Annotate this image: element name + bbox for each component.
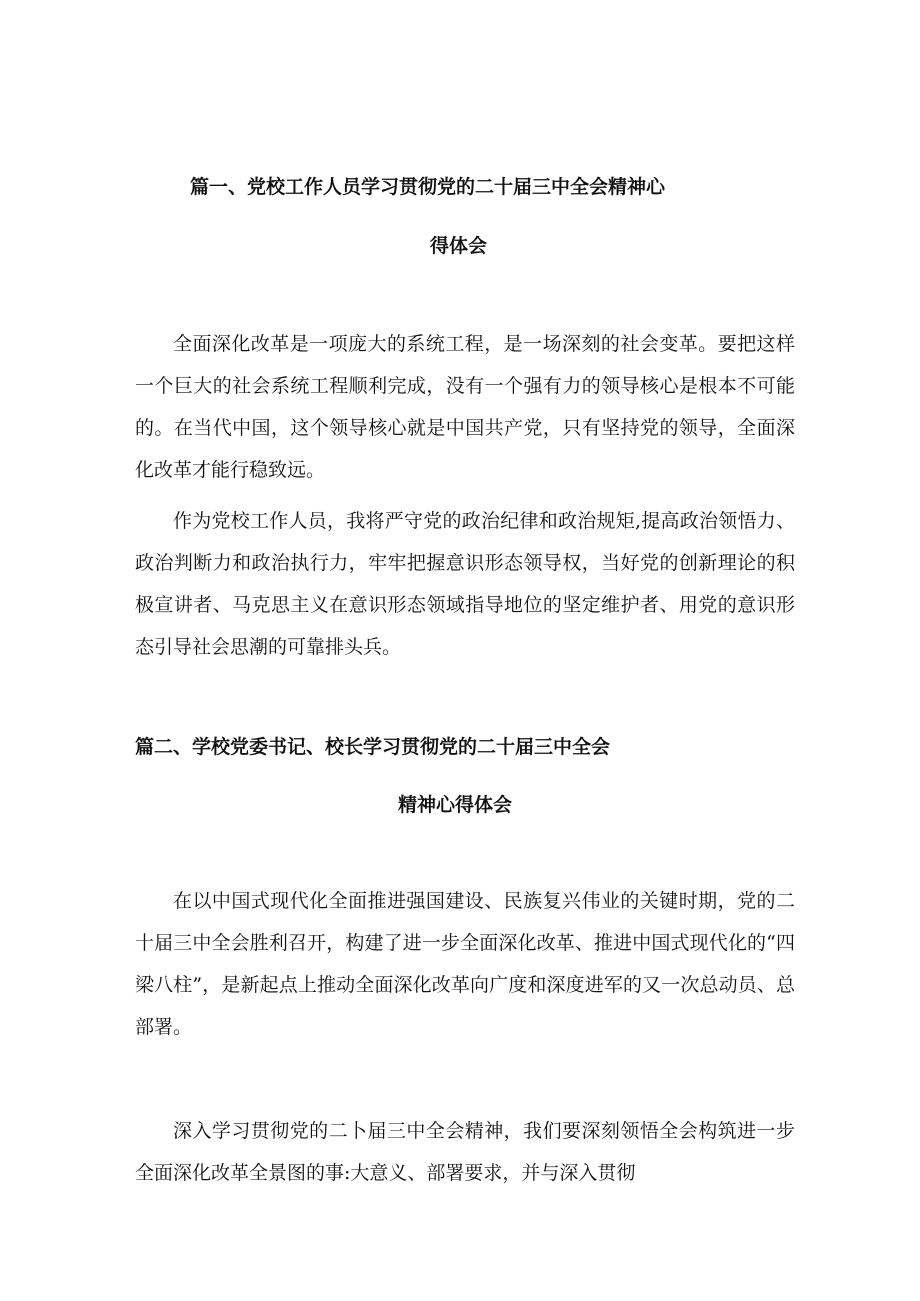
section1-paragraph-2: 作为党校工作人员，我将严守党的政治纪律和政治规矩,提高政治领悟力、政治判断力和政治执行力，牢牢把握意识形态领导权，当好党的创新理论的积极宣讲者、马克思主义在意识形态领域指导地位的坚定维护者、用党的意识形态引导社会思潮的可靠排头兵。 <box>135 510 795 658</box>
section2-paragraph-2: 深入学习贯彻党的二卜届三中全会精神，我们要深刻领悟全会构筑进一步全面深化改革全景图的事:大意义、部署要求，并与深入贯彻 <box>135 1120 795 1184</box>
section2-title-line2: 精神心得体会 <box>398 794 513 816</box>
section1-title-line2: 得体会 <box>430 235 488 257</box>
section2-paragraph-1: 在以中国式现代化全面推进强国建设、民族复兴伟业的关键时期，党的二十届三中全会胜利召开，构建了进一步全面深化改革、推进中国式现代化的“四梁八柱”，是新起点上推动全面深化改革向广度和深度进军的又一次总动员、总部署。 <box>135 890 795 1038</box>
section2-title-line1: 篇二、学校党委书记、校长学习贯彻党的二十届三中全会 <box>135 736 611 758</box>
section1-paragraph-1: 全面深化改革是一项庞大的系统工程，是一场深刻的社会变革。要把这样一个巨大的社会系统工程顺利完成，没有一个强有力的领导核心是根本不可能的。在当代中国，这个领导核心就是中国共产党，只有坚持党的领导，全面深化改革才能行稳致远。 <box>135 333 795 481</box>
section1-title-line1: 篇一、党校工作人员学习贯彻党的二十届三中全会精神心 <box>190 176 666 198</box>
